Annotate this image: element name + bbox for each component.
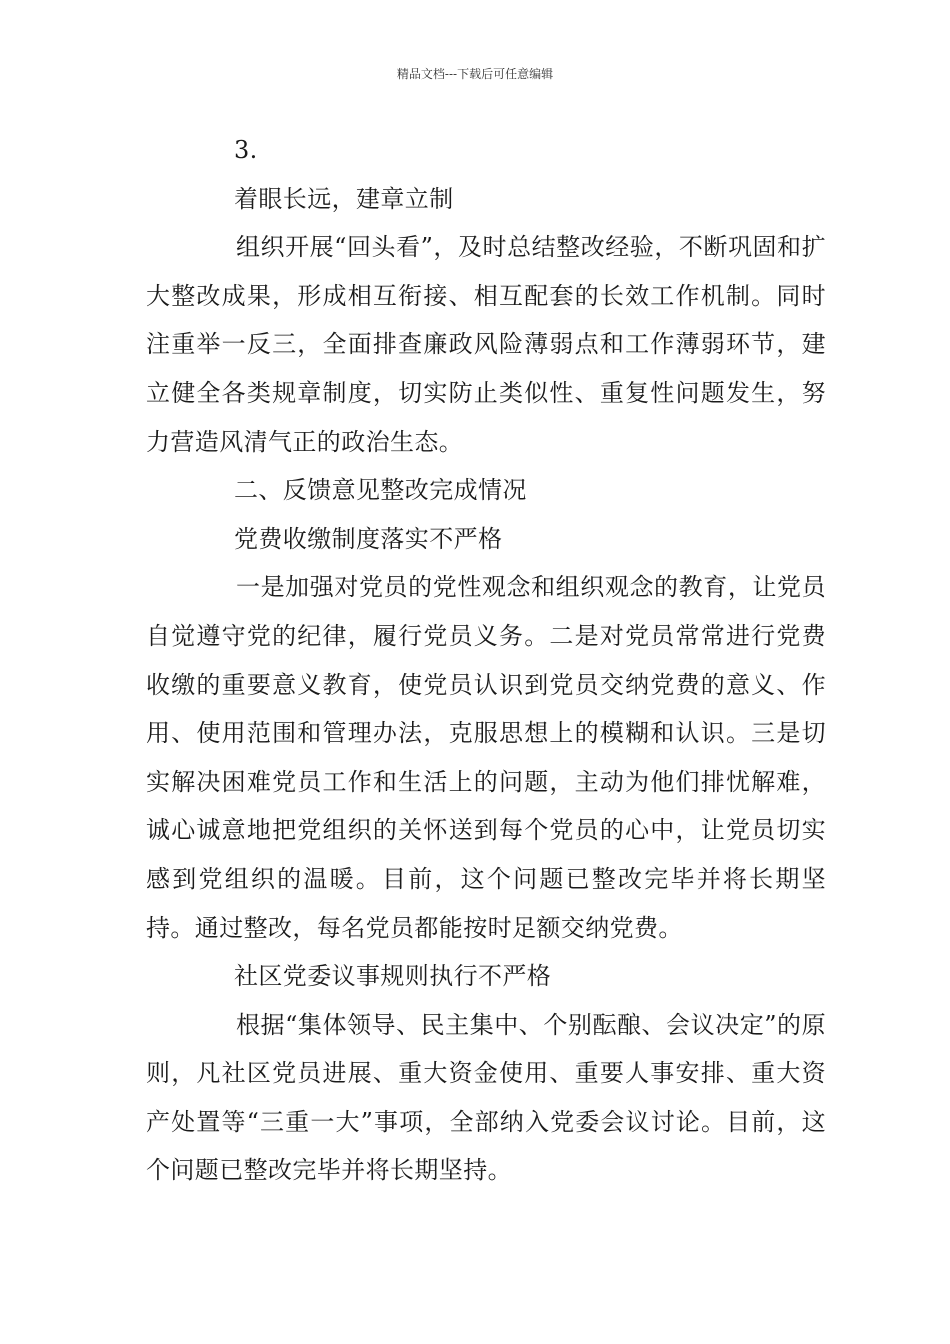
body-paragraph-1: 组织开展“回头看”，及时总结整改经验，不断巩固和扩大整改成果，形成相互衔接、相互配套的长效工作机制。同时注重举一反三，全面排查廉政风险薄弱点和工作薄弱环节，建立健全各类规章制度，切实防止类似性、重复性问题发生，努力营造风清气正的政治生态。 (146, 233, 826, 456)
heading-feedback-completion: 二、反馈意见整改完成情况 (234, 476, 527, 505)
section-title: 着眼长远，建章立制 (234, 184, 454, 213)
body-paragraph-3: 根据“集体领导、民主集中、个别酝酿、会议决定”的原则，凡社区党员进展、重大资金使用、重要人事安排、重大资产处置等“三重一大”事项，全部纳入党委会议讨论。目前，这个问题已整改完毕并将长期坚持。 (146, 1010, 826, 1185)
subheading-committee-rules: 社区党委议事规则执行不严格 (234, 962, 552, 991)
subheading-party-dues: 党费收缴制度落实不严格 (234, 524, 503, 553)
document-body (146, 126, 826, 1195)
page-header: 精品文档---下载后可任意编辑 (396, 67, 554, 81)
section-number: 3. (234, 136, 258, 164)
body-paragraph-2: 一是加强对党员的党性观念和组织观念的教育，让党员自觉遵守党的纪律，履行党员义务。二是对党员常常进行党费收缴的重要意义教育，使党员认识到党员交纳党费的意义、作用、使用范围和管理办法，克服思想上的模糊和认识。三是切实解决困难党员工作和生活上的问题，主动为他们排忧解难，诚心诚意地把党组织的关怀送到每个党员的心中，让党员切实感到党组织的温暖。目前，这个问题已整改完毕并将长期坚持。通过整改，每名党员都能按时足额交纳党费。 (146, 573, 826, 942)
